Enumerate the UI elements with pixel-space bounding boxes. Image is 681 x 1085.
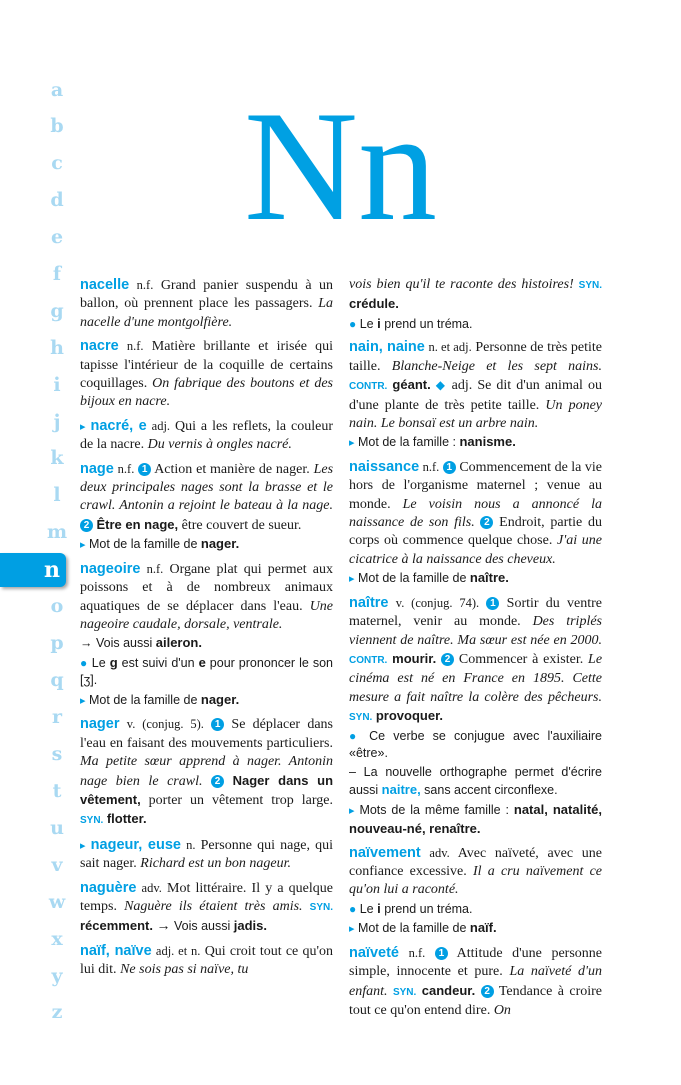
note-letter: e [198, 654, 206, 670]
bullet-icon: ● [80, 655, 88, 670]
note-letter: g [109, 654, 118, 670]
arrow-right-icon: ▸ [349, 804, 355, 817]
definition: Action et manière de nager. [154, 461, 310, 477]
synonym-tag: SYN. [392, 986, 417, 998]
definition: Tendance à croire tout ce qu'on entend dire. [349, 983, 603, 1019]
definition: Qui croit tout ce qu'on lui dit. [80, 943, 334, 978]
example: Blanche-Neige et les sept nains. [391, 358, 603, 374]
bullet-icon: ● [349, 728, 361, 743]
note-text: pour prononcer le son [ʒ]. [80, 655, 333, 688]
definition: Organe plat qui permet aux poissons et à de nombreux animaux aquatiques de se déplacer dans l'eau. [80, 561, 334, 614]
alpha-tab-j[interactable]: j [53, 411, 61, 433]
alpha-tab-w[interactable]: w [48, 891, 66, 913]
entry-naguere [80, 879, 333, 937]
antonym-tag: CONTR. [349, 655, 388, 666]
note-text: Mots de la même famille : [359, 802, 509, 817]
example: Les deux principales nages sont la brasse et le crawl. Antonin a rejoint le bateau à la nage. [80, 461, 334, 514]
entry-nain [349, 338, 602, 453]
family-note [349, 433, 602, 453]
alpha-tab-g[interactable]: g [50, 300, 64, 322]
sense-number-badge: 1 [486, 597, 499, 610]
alpha-tab-m[interactable]: m [47, 521, 68, 543]
headword: naguère [80, 879, 137, 896]
sense-number-badge: 2 [481, 985, 494, 998]
entry-nacelle [80, 276, 333, 332]
sense-number-badge: 2 [80, 519, 93, 532]
note-letter: i [377, 315, 381, 331]
definition: Commencer à exister. [458, 652, 584, 667]
spelling-note [80, 654, 333, 690]
example: Ne sois pas si naïve, tu [120, 962, 249, 978]
link-word[interactable]: nager. [200, 536, 240, 552]
headword: naïvement [349, 844, 421, 861]
definition: Commencement de la vie hors de l'organisme maternel ; venue au monde. [349, 459, 602, 512]
entry-nage [80, 460, 333, 555]
synonym-tag: SYN. [349, 712, 373, 724]
alpha-tab-f[interactable]: f [52, 263, 62, 285]
synonym-word[interactable]: crédule. [349, 296, 399, 312]
note-text: Le [359, 901, 374, 916]
entry-nager [80, 715, 333, 830]
definition: Endroit, partie du corps où commence quelque chose. [349, 515, 602, 549]
sense-number-badge: 1 [138, 463, 151, 476]
entry-naivement [349, 844, 602, 939]
alpha-tab-x[interactable]: x [51, 928, 63, 950]
alpha-tab-v[interactable]: v [51, 854, 63, 876]
entry-nageur [80, 836, 333, 874]
alpha-tab-t[interactable]: t [52, 780, 62, 802]
arrow-right-icon: ▸ [80, 694, 86, 707]
entry-nacre [80, 337, 333, 412]
dictionary-column-right [349, 276, 602, 1025]
example: Ma petite sœur apprend à nager. Antonin nage bien le crawl. [80, 754, 333, 789]
example: On fabrique des boutons et des bijoux en nacre. [80, 376, 333, 410]
alpha-tab-o[interactable]: o [50, 595, 64, 617]
grammar-tag: adv. [141, 880, 162, 895]
grammar-tag: v. (conjug. 74). [395, 595, 480, 610]
arrow-right-icon: ▸ [349, 923, 355, 936]
sense-number-badge: 2 [480, 516, 493, 529]
sense-number-badge: 1 [435, 947, 448, 960]
example: On [493, 1003, 511, 1019]
alpha-tab-h[interactable]: h [50, 337, 64, 359]
headword: naître [349, 594, 389, 611]
note-word: naitre, [381, 782, 421, 798]
alpha-tab-k[interactable]: k [50, 447, 64, 469]
note-text: prend un tréma. [384, 901, 473, 916]
sense-number-badge: 1 [211, 718, 224, 731]
sense-number-badge: 1 [443, 461, 456, 474]
note-text: Mot de la famille de [358, 921, 467, 936]
sense-number-badge: 2 [211, 775, 224, 788]
note-text: Mot de la famille de [89, 692, 198, 707]
definition: Personne qui nage, qui sait nager. [80, 837, 334, 872]
alpha-tab-z[interactable]: z [51, 1001, 63, 1023]
antonym-word[interactable]: mourir. [392, 651, 437, 666]
grammar-tag: n.f. [146, 561, 164, 576]
entry-naissance [349, 458, 602, 589]
headword: nain, naine [349, 339, 425, 356]
arrow-icon: → [156, 919, 171, 935]
headword: nacré, e [90, 417, 147, 434]
example: Le voisin nous a annoncé la naissance de son fils. [349, 496, 602, 531]
alpha-tab-c[interactable]: c [51, 152, 63, 174]
example: Richard est un bon nageur. [140, 856, 292, 872]
synonym-word[interactable]: récemment. [80, 918, 153, 934]
alpha-tab-l[interactable]: l [53, 484, 61, 506]
definition: Se déplacer dans l'eau en faisant des mouvements particuliers. [80, 717, 333, 751]
alpha-tab-e[interactable]: e [50, 226, 64, 248]
antonym-tag: CONTR. [349, 381, 388, 393]
antonym-word[interactable]: géant. [392, 377, 431, 393]
definition: Sortir du ventre maternel, venir au monde. [349, 595, 603, 630]
conjugation-note [349, 728, 602, 763]
grammar-tag: n. et adj. [428, 340, 472, 355]
note-text: sans accent circonflexe. [424, 783, 558, 798]
synonym-tag: SYN. [578, 280, 602, 291]
grammar-tag: adj. [151, 418, 171, 433]
headword: naïf, naïve [80, 942, 152, 959]
entry-naif-continued [349, 276, 602, 333]
definition: Attitude d'une personne simple, innocente et pure. [349, 945, 603, 980]
diamond-icon: ◆ [435, 378, 447, 393]
entry-nageoire [80, 560, 333, 711]
family-note [80, 691, 333, 711]
alpha-tab-p[interactable]: p [50, 632, 64, 654]
entry-naivete [349, 944, 602, 1021]
example: Un poney nain. Le bonsaï est un arbre nain. [349, 397, 602, 431]
headword: nacelle [80, 277, 130, 293]
link-word[interactable]: natal, natalité, nouveau-né, renaître. [349, 801, 602, 837]
definition: Personne de très petite taille. [349, 340, 602, 374]
note-text: Mot de la famille : [358, 435, 456, 450]
arrow-right-icon: ▸ [349, 573, 355, 586]
example: Du vernis à ongles nacré. [147, 437, 292, 453]
definition: Mot littéraire. Il y a quelque temps. [80, 880, 333, 915]
example: vois bien qu'il te raconte des histoires! [349, 277, 574, 292]
phrase: Être en nage, [96, 516, 179, 532]
definition: Matière brillante et irisée qui tapisse l'intérieur de la coquille de certains coquillages. [80, 339, 333, 392]
spelling-note [349, 900, 602, 919]
spelling-note [349, 764, 602, 800]
entry-naitre [349, 594, 602, 839]
section-letter-heading: Nn [243, 79, 438, 254]
note-text: Mot de la famille de [358, 571, 467, 586]
note-text: prend un tréma. [384, 316, 473, 331]
link-word[interactable]: nager. [200, 691, 240, 707]
grammar-tag: adj. et n. [155, 943, 201, 958]
alpha-tab-i[interactable]: i [53, 374, 61, 396]
headword: naissance [349, 458, 420, 475]
grammar-tag: n.f. [126, 339, 144, 354]
definition: porter un vêtement trop large. [148, 793, 333, 809]
link-word[interactable]: nanisme. [459, 434, 516, 450]
example: Une nageoire caudale, dorsale, ventrale. [80, 598, 334, 632]
headword: nager [80, 716, 120, 733]
sense-number-badge: 2 [441, 653, 454, 666]
link-word[interactable]: aileron. [155, 635, 202, 651]
definition: Avec naïveté, avec une confiance excessive. [349, 845, 603, 880]
example: Naguère ils étaient très amis. [124, 899, 303, 915]
arrow-right-icon: ▸ [80, 839, 86, 852]
definition: être couvert de sueur. [181, 517, 302, 533]
note-text: – La nouvelle orthographe permet d'écrire aussi [349, 764, 602, 798]
note-letter: i [377, 900, 381, 916]
definition: adj. Se dit d'un animal ou d'une plante de très petite taille. [349, 378, 603, 413]
phrase: Nager dans un vêtement, [80, 772, 334, 808]
bullet-icon: ● [349, 316, 357, 331]
see-also [80, 634, 333, 653]
dictionary-column-left [80, 276, 333, 985]
synonym-word[interactable]: flotter. [106, 811, 147, 827]
alpha-tab-u[interactable]: u [50, 817, 64, 839]
note-text: Ce verbe se conjugue avec l'auxiliaire «être». [349, 728, 602, 761]
family-note [349, 569, 602, 589]
headword: naïveté [349, 944, 399, 961]
headword: nageoire [80, 560, 141, 577]
arrow-icon: → [80, 636, 93, 651]
note-text: est suivi d'un [121, 655, 195, 670]
example: Le cinéma est né en France en 1895. Cette mesure a fait naître la colère des pêcheurs. [349, 652, 603, 705]
synonym-tag: SYN. [80, 815, 104, 827]
definition: Qui a les reflets, la couleur de la nacre. [80, 418, 333, 453]
alpha-tab-s[interactable]: s [51, 743, 63, 765]
grammar-tag: n.f. [117, 461, 135, 476]
example: La naïveté d'un enfant. [349, 964, 603, 999]
spelling-note [349, 315, 602, 334]
definition: Grand panier suspendu à un ballon, où prennent place les passagers. [80, 278, 334, 312]
entry-nacre-adj [80, 417, 333, 455]
family-note [80, 535, 333, 555]
example: J'ai une cicatrice à la naissance des cheveux. [349, 533, 602, 567]
grammar-tag: v. (conjug. 5). [126, 717, 204, 732]
note-text: Mot de la famille de [89, 537, 198, 552]
synonym-word[interactable]: candeur. [421, 982, 476, 998]
synonym-tag: SYN. [309, 902, 334, 914]
note-text: Le [91, 655, 106, 670]
example: La nacelle d'une montgolfière. [80, 296, 333, 330]
headword: nacre [80, 338, 119, 355]
grammar-tag: n.f. [408, 945, 426, 960]
bullet-icon: ● [349, 901, 357, 916]
grammar-tag: n.f. [422, 459, 440, 474]
arrow-right-icon: ▸ [349, 437, 355, 450]
family-note [349, 801, 602, 839]
synonym-word[interactable]: provoquer. [375, 708, 444, 724]
arrow-right-icon: ▸ [80, 539, 86, 552]
headword: nage [80, 460, 114, 477]
entry-naif [80, 942, 333, 980]
link-word[interactable]: naître. [469, 570, 509, 586]
alpha-tab-r[interactable]: r [51, 706, 62, 728]
alpha-tab-n-current[interactable]: n [0, 553, 66, 587]
link-word[interactable]: jadis. [233, 918, 268, 934]
link-word[interactable]: naïf. [469, 920, 497, 936]
arrow-right-icon: ▸ [80, 420, 86, 433]
grammar-tag: n.f. [136, 278, 154, 292]
grammar-tag: n. [186, 837, 196, 852]
example: Il a cru naïvement ce qu'on lui a raconté. [349, 864, 602, 898]
headword: nageur, euse [90, 836, 181, 853]
alpha-tab-y[interactable]: y [51, 965, 63, 987]
alpha-tab-a[interactable]: a [50, 79, 64, 101]
grammar-tag: adv. [429, 845, 450, 860]
alpha-tab-q[interactable]: q [50, 669, 64, 691]
note-text: Vois aussi [173, 919, 231, 934]
note-text: Le [359, 316, 374, 331]
family-note [349, 919, 602, 939]
alpha-tab-d[interactable]: d [50, 189, 64, 211]
note-text: Vois aussi [95, 636, 153, 651]
example: Des triplés viennent de naître. Ma sœur est née en 2000. [349, 614, 602, 648]
alpha-tab-b[interactable]: b [50, 115, 64, 137]
